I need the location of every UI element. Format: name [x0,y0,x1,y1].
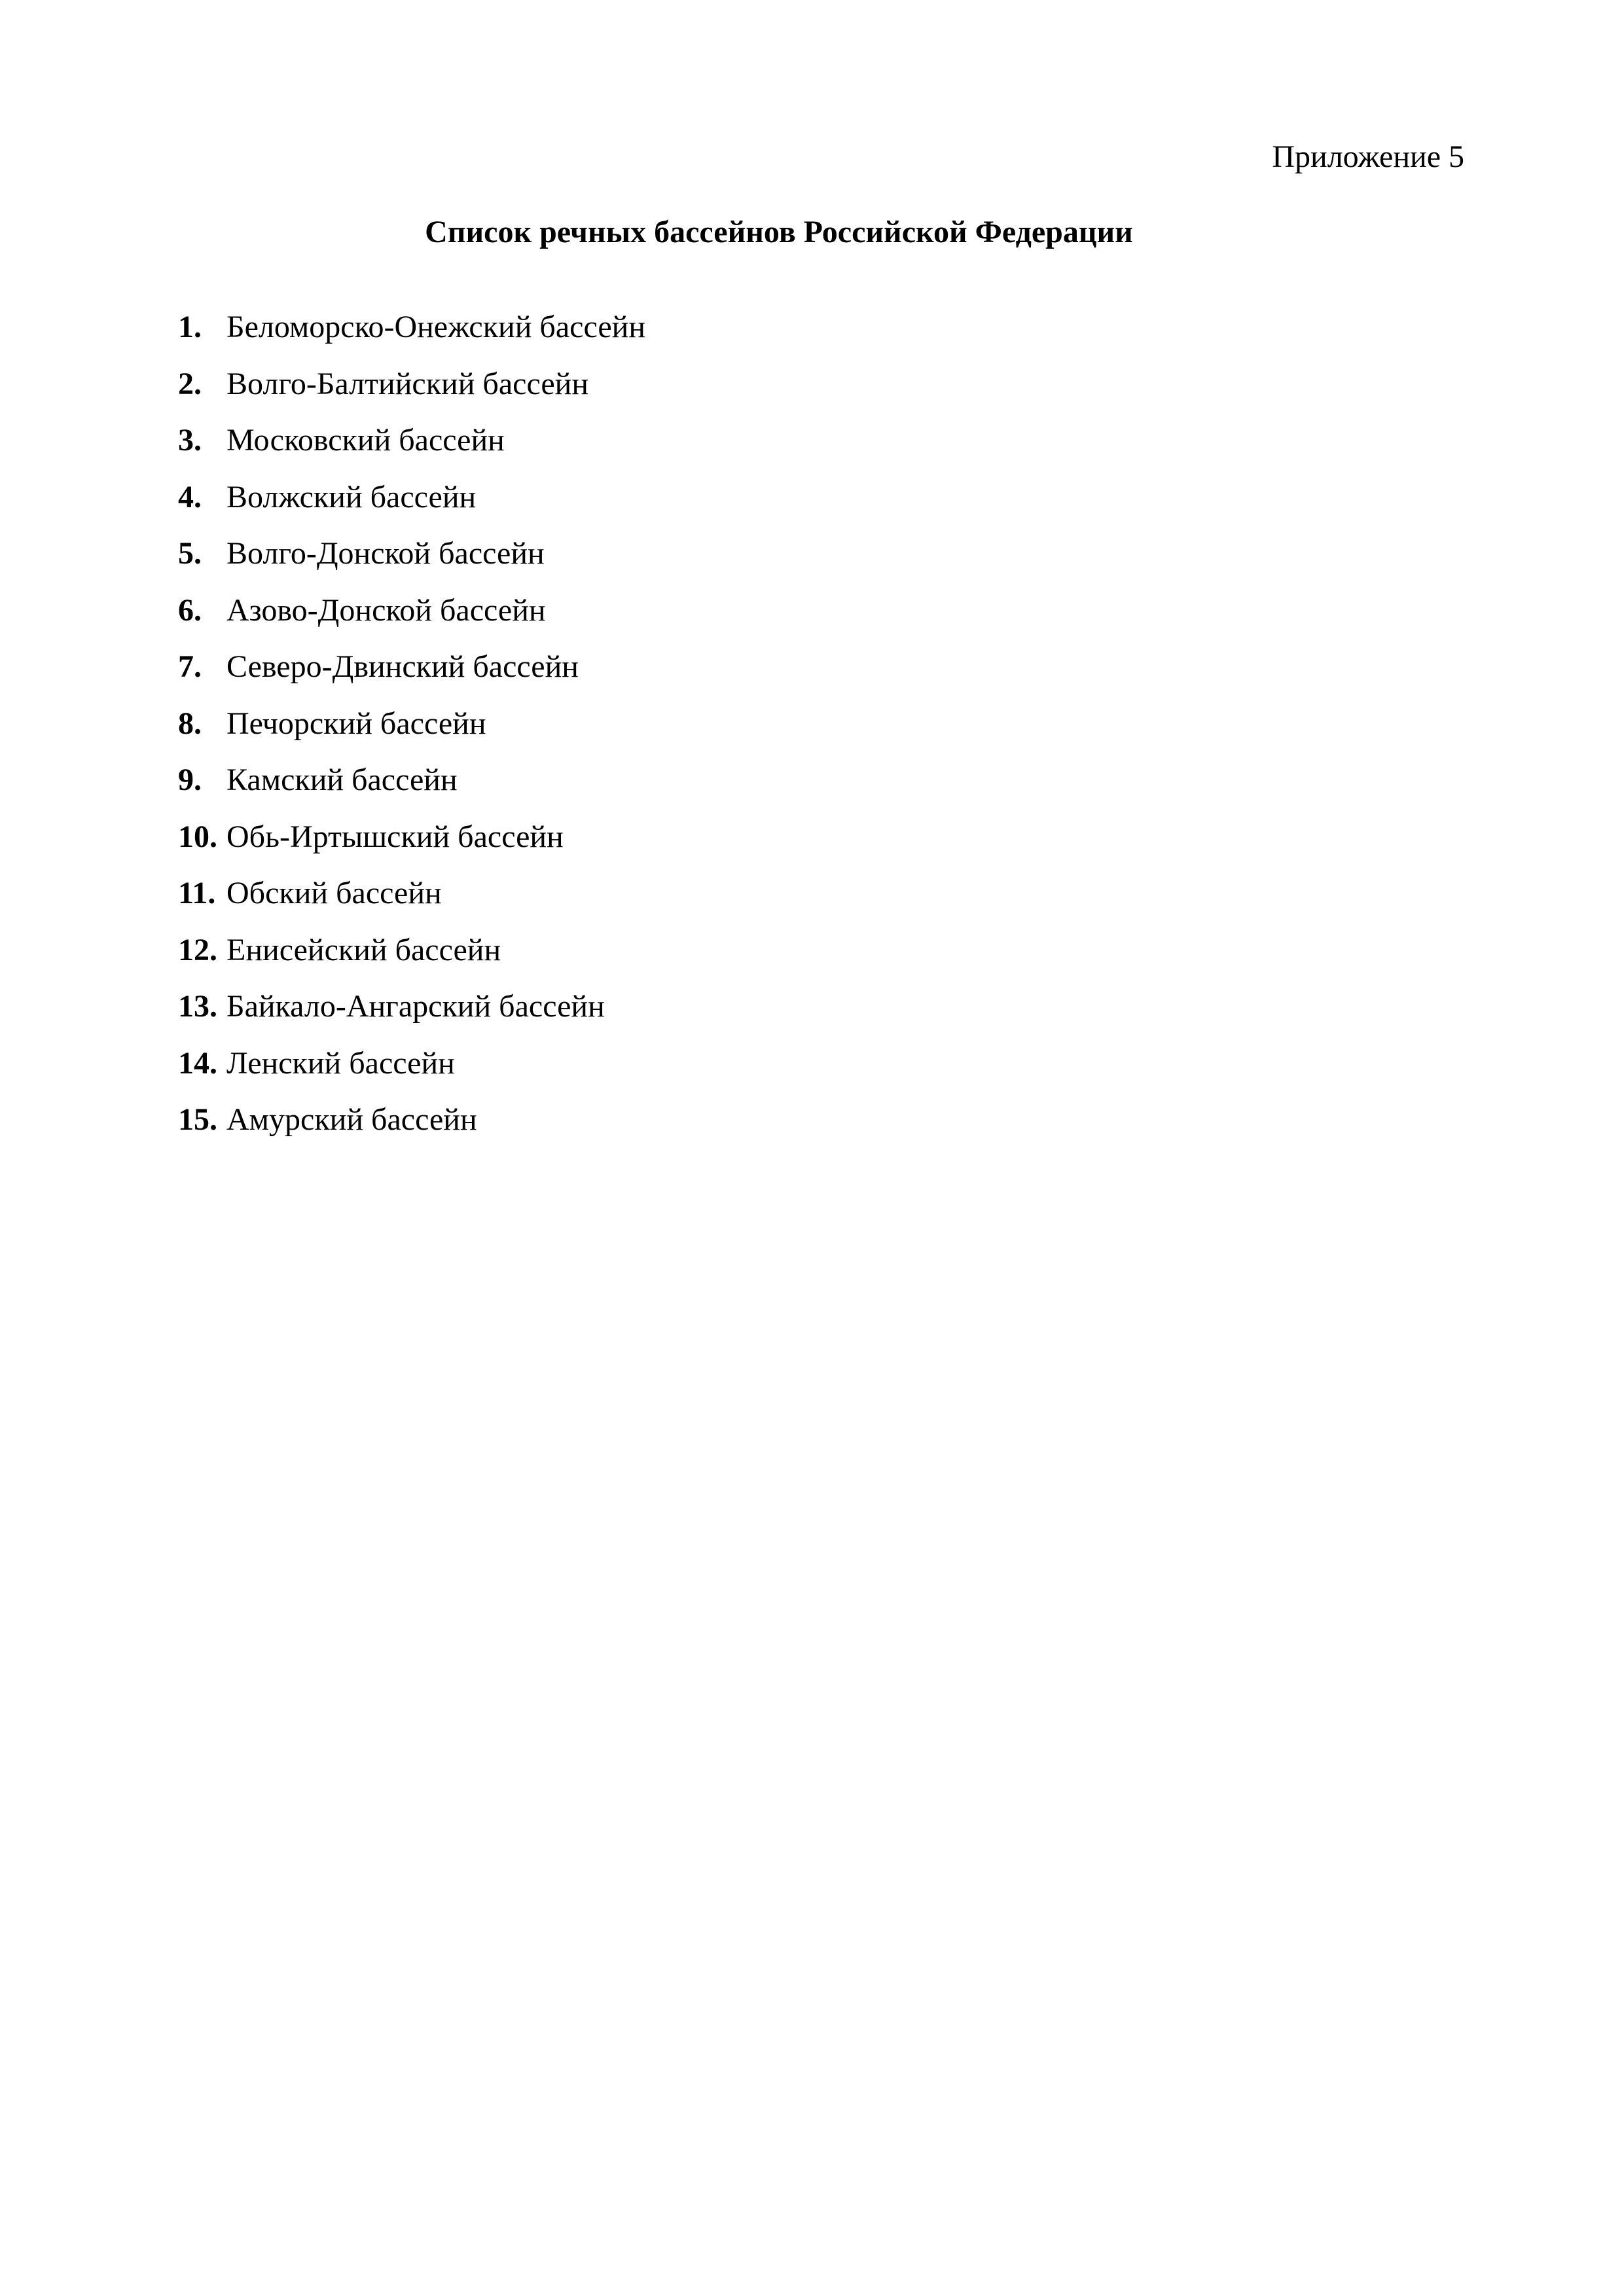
list-item-label: Печорский бассейн [226,706,486,741]
list-item [178,874,645,931]
list-item-label: Ленский бассейн [226,1045,455,1081]
list-item-number: 1. [178,310,202,344]
list-item [178,421,645,478]
list-item-label: Енисейский бассейн [226,932,501,967]
list-item-label: Волго-Балтийский бассейн [226,366,589,401]
list-item [178,308,645,365]
list-item [178,761,645,817]
list-item [178,817,645,874]
list-item-number: 4. [178,479,202,514]
list-item-number: 2. [178,366,202,401]
list-item-number: 7. [178,649,202,684]
list-item [178,931,645,988]
list-item-label: Азово-Донской бассейн [226,592,546,628]
list-item-label: Волго-Донской бассейн [226,536,545,571]
page-title: Список речных бассейнов Российской Федерации [425,215,1133,249]
list-item-label: Обский бассейн [226,876,442,910]
list-item-number: 12. [178,932,217,967]
list-item-number: 14. [178,1045,217,1081]
list-item [178,591,645,648]
list-item-number: 8. [178,706,202,741]
list-item-number: 9. [178,762,202,797]
list-item-number: 11. [178,876,216,910]
list-item-label: Камский бассейн [226,762,458,797]
list-item [178,1044,645,1101]
list-item-label: Северо-Двинский бассейн [226,649,579,684]
list-item [178,534,645,591]
list-item-label: Амурский бассейн [226,1102,477,1137]
basin-list [178,308,645,1157]
list-item-number: 13. [178,989,217,1024]
list-item [178,1100,645,1157]
list-item-number: 15. [178,1102,217,1137]
list-item-label: Волжский бассейн [226,479,477,514]
list-item-label: Московский бассейн [226,423,505,457]
list-item-label: Байкало-Ангарский бассейн [226,989,605,1024]
list-item [178,365,645,422]
list-item-label: Обь-Иртышский бассейн [226,819,564,854]
list-item [178,704,645,761]
list-item [178,647,645,704]
list-item-number: 5. [178,536,202,571]
list-item-number: 10. [178,819,217,854]
list-item-label: Беломорско-Онежский бассейн [226,310,646,344]
list-item [178,987,645,1044]
appendix-label: Приложение 5 [1272,139,1464,174]
list-item-number: 6. [178,592,202,628]
list-item [178,478,645,535]
list-item-number: 3. [178,423,202,457]
